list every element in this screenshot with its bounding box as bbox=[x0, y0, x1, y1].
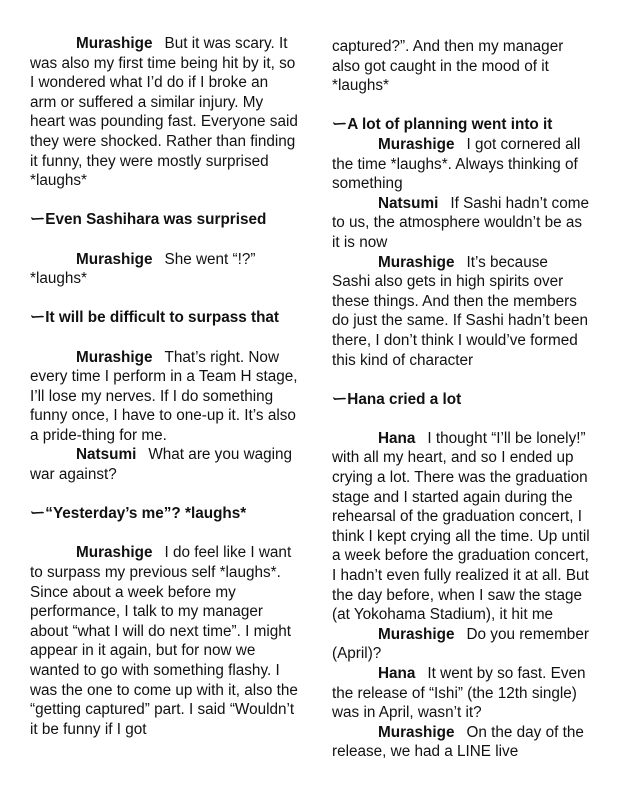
speech-text: It’s because Sashi also gets in high spirits over these things. And then the members do just the same. If Sashi hadn’t been there, I don’t think I would’ve formed this kind of character bbox=[332, 253, 588, 369]
speaker-name: Murashige bbox=[76, 544, 153, 562]
speech-paragraph bbox=[332, 194, 590, 253]
paragraph-spacer bbox=[332, 96, 590, 116]
speech-text: But it was scary. It was also my first time being hit by it, so I wondered what I’d do if I broke an arm or suffered a similar injury. My heart was pounding fast. Everyone said they were shocked. Rather than finding it funny, they were mostly surprised *laughs* bbox=[30, 35, 298, 190]
interview-question-heading: ーHana cried a lot bbox=[332, 390, 462, 408]
speech-paragraph bbox=[332, 723, 590, 762]
speaker-name: Murashige bbox=[378, 625, 455, 643]
paragraph-spacer bbox=[30, 485, 298, 505]
speaker-name: Hana bbox=[378, 665, 416, 682]
speech-paragraph bbox=[332, 664, 590, 723]
speech-text: I thought “I’ll be lonely!” with all my heart, and so I ended up crying a lot. There was the graduation stage and I started again during the rehearsal of the graduation concert, I think I kept crying all the time. Up until a week before the graduation concert, I hadn’t even fully realized it at all. But the day before, when I saw the stage (at Yokohama Stadium), it hit me bbox=[332, 429, 590, 624]
speech-text: She went “!?” *laughs* bbox=[30, 250, 256, 288]
interview-question-heading: ーA lot of planning went into it bbox=[332, 116, 553, 134]
speaker-name: Murashige bbox=[76, 250, 153, 268]
interview-question-heading: ーEven Sashihara was surprised bbox=[30, 211, 267, 229]
paragraph-spacer bbox=[30, 191, 298, 211]
speech-text: I do feel like I want to surpass my previous self *laughs*. Since about a week before my performance, I talk to my manager about “what I will do next time”. I might appear in it again, but for now we wanted to go with something flashy. I was the one to come up with it, also the “getting captured” part. I said “Wouldn’t it be funny if I got bbox=[30, 544, 298, 738]
interview-question-heading: ーIt will be difficult to surpass that bbox=[30, 309, 280, 327]
paragraph-spacer bbox=[30, 230, 298, 250]
paragraph-spacer bbox=[30, 328, 298, 348]
speaker-name: Murashige bbox=[378, 253, 455, 271]
speaker-name: Natsumi bbox=[76, 446, 137, 464]
speech-text: On the day of the release, we had a LINE live bbox=[332, 723, 584, 761]
speech-paragraph bbox=[30, 250, 298, 289]
paragraph-spacer bbox=[332, 370, 590, 390]
interview-question-heading: ー“Yesterday’s me”? *laughs* bbox=[30, 505, 247, 523]
speech-paragraph bbox=[30, 34, 298, 191]
speaker-name: Murashige bbox=[76, 348, 153, 366]
speech-text: What are you waging war against? bbox=[30, 446, 293, 484]
speaker-name: Murashige bbox=[76, 35, 153, 52]
continued-paragraph: captured?”. And then my manager also got caught in the mood of it *laughs* bbox=[332, 38, 564, 95]
speaker-name: Murashige bbox=[378, 723, 455, 741]
speech-text: Do you remember (April)? bbox=[332, 625, 589, 663]
speech-text: If Sashi hadn’t come to us, the atmosphere wouldn’t be as it is now bbox=[332, 194, 589, 251]
paragraph-spacer bbox=[30, 289, 298, 309]
speech-paragraph bbox=[332, 253, 590, 371]
speech-text: It went by so fast. Even the release of “Ishi” (the 12th single) was in April, wasn’t it? bbox=[332, 665, 586, 722]
right-column bbox=[332, 37, 590, 762]
speaker-name: Natsumi bbox=[378, 194, 439, 212]
speech-paragraph bbox=[332, 429, 590, 625]
paragraph-spacer bbox=[30, 524, 298, 544]
left-column bbox=[30, 34, 298, 739]
speaker-name: Hana bbox=[378, 429, 416, 447]
speech-paragraph bbox=[30, 445, 298, 484]
paragraph-spacer bbox=[332, 409, 590, 429]
speech-text: That’s right. Now every time I perform in a Team H stage, I’ll lose my nerves. If I do something funny once, I have to one-up it. It’s also a pride-thing for me. bbox=[30, 348, 298, 444]
speech-paragraph bbox=[30, 543, 298, 739]
speech-paragraph bbox=[332, 625, 590, 664]
speech-paragraph bbox=[30, 348, 298, 446]
speech-text: I got cornered all the time *laughs*. Always thinking of something bbox=[332, 135, 581, 193]
speaker-name: Murashige bbox=[378, 135, 455, 153]
speech-paragraph bbox=[332, 135, 590, 194]
